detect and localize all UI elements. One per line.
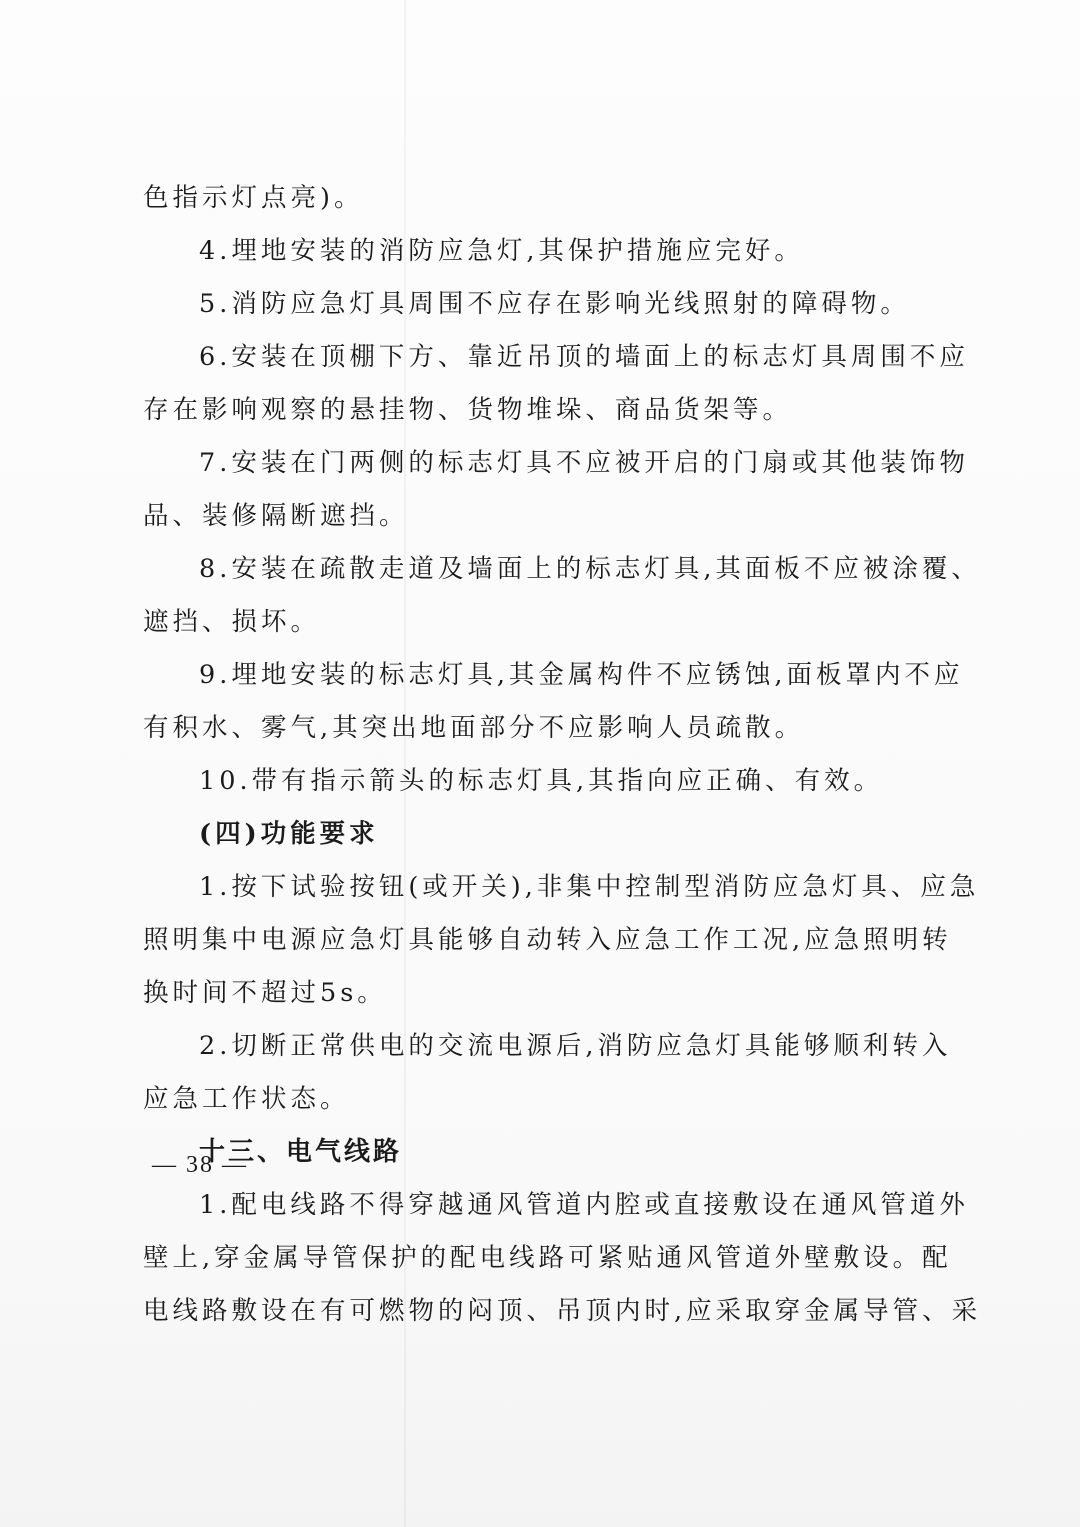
paragraph-line: 存在影响观察的悬挂物、货物堆垛、商品货架等。 xyxy=(143,395,793,425)
paragraph-line: 2.切断正常供电的交流电源后,消防应急灯具能够顺利转入 xyxy=(199,1031,952,1061)
page-number: — 38 — xyxy=(152,1152,248,1178)
paragraph-line: 电线路敷设在有可燃物的闷顶、吊顶内时,应采取穿金属导管、采 xyxy=(143,1296,982,1326)
paragraph-line: 壁上,穿金属导管保护的配电线路可紧贴通风管道外壁敷设。配 xyxy=(143,1243,952,1273)
paragraph-line: 8.安装在疏散走道及墙面上的标志灯具,其面板不应被涂覆、 xyxy=(199,554,981,584)
section-heading: 十三、电气线路 xyxy=(199,1137,403,1167)
paragraph-line: 照明集中电源应急灯具能够自动转入应急工作工况,应急照明转 xyxy=(143,925,952,955)
paragraph-line: 7.安装在门两侧的标志灯具不应被开启的门扇或其他装饰物 xyxy=(199,448,969,478)
paragraph-line: 1.按下试验按钮(或开关),非集中控制型消防应急灯具、应急 xyxy=(199,872,980,902)
paragraph-line: 9.埋地安装的标志灯具,其金属构件不应锈蚀,面板罩内不应 xyxy=(199,660,964,690)
body-text xyxy=(143,172,982,1338)
paragraph-line: 品、装修隔断遮挡。 xyxy=(143,501,409,531)
paragraph-line: 1.配电线路不得穿越通风管道内腔或直接敷设在通风管道外 xyxy=(199,1190,969,1220)
subsection-heading: (四)功能要求 xyxy=(199,819,379,849)
paragraph-line: 遮挡、损坏。 xyxy=(143,607,321,637)
paragraph-line: 4.埋地安装的消防应急灯,其保护措施应完好。 xyxy=(199,236,804,266)
paragraph-line: 色指示灯点亮)。 xyxy=(143,183,364,213)
paragraph-line: 换时间不超过5s。 xyxy=(143,978,387,1008)
paragraph-line: 6.安装在顶棚下方、靠近吊顶的墙面上的标志灯具周围不应 xyxy=(199,342,969,372)
paragraph-line: 5.消防应急灯具周围不应存在影响光线照射的障碍物。 xyxy=(199,289,910,319)
paragraph-line: 应急工作状态。 xyxy=(143,1084,350,1114)
paragraph-line: 10.带有指示箭头的标志灯具,其指向应正确、有效。 xyxy=(199,766,884,796)
paragraph-line: 有积水、雾气,其突出地面部分不应影响人员疏散。 xyxy=(143,713,805,743)
